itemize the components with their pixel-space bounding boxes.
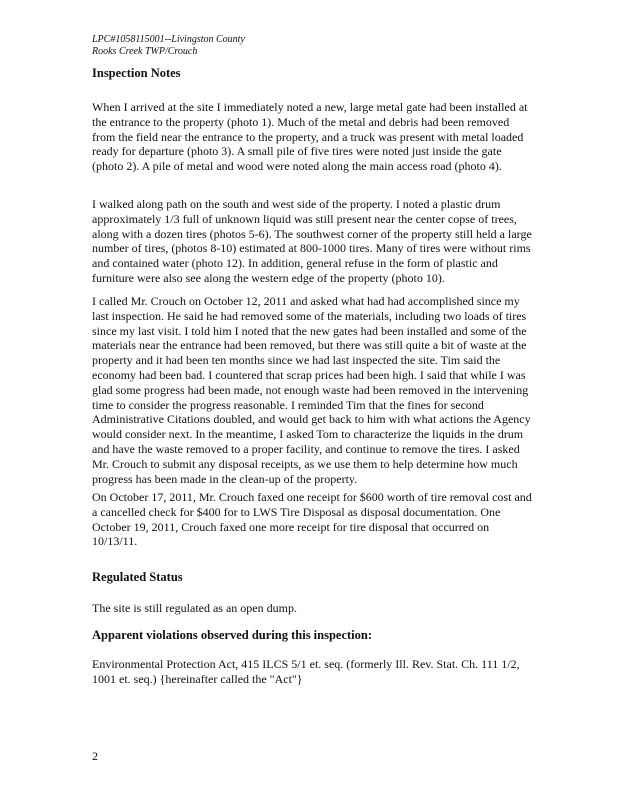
inspection-notes-heading: Inspection Notes: [92, 66, 181, 80]
violations-heading: Apparent violations observed during this inspection:: [92, 628, 373, 642]
header-case-line: LPC#1058115001--Livingston County: [92, 34, 245, 45]
paragraph-receipts: On October 17, 2011, Mr. Crouch faxed one receipt for $600 worth of tire removal cost and a cancelled check for $400 for to LWS Tire Disposal as disposal documentation. One October 19, 2011, Crouch faxed one more receipt for tire disposal that occurred on 10/13/11.: [92, 490, 532, 549]
paragraph-property-walk: I walked along path on the south and west side of the property. I noted a plastic drum approximately 1/3 full of unknown liquid was still present near the center copse of trees, along with a dozen tires (photos 5-6). The southwest corner of the property still held a large number of tires, (photos 8-10) estimated at 800-1000 tires. Many of tires were without rims and contained water (photo 12). In addition, general refuse in the form of plastic and furniture were also see along the western edge of the property (photo 10).: [92, 197, 532, 285]
paragraph-phone-call: I called Mr. Crouch on October 12, 2011 and asked what had had accomplished since my last inspection. He said he had removed some of the materials, including two loads of tires since my last visit. I told him I noted that the new gates had been installed and some of the materials near the entrance had been removed, but there was still quite a bit of waste at the property and it had been ten months since we had last inspected the site. Tim said the economy had been bad. I countered that scrap prices had been high. I said that while I was glad some progress had been made, not enough waste had been removed in the intervening time to consider the progress reasonable. I reminded Tim that the fines for second Administrative Citations doubled, and would get back to him with what actions the Agency would consider next. In the meantime, I asked Tom to characterize the liquids in the drum and have the waste removed to a proper facility, and continue to remove the tires. I asked Mr. Crouch to submit any disposal receipts, as we use them to help determine how much progress has been made in the clean-up of the property.: [92, 294, 531, 486]
paragraph-gate-observations: When I arrived at the site I immediately noted a new, large metal gate had been installed at the entrance to the property (photo 1). Much of the metal and debris had been removed from the field near the entrance to the property, and a truck was present with metal loaded ready for departure (photo 3). A small pile of five tires were noted just inside the gate (photo 2). A pile of metal and wood were noted along the main access road (photo 4).: [92, 100, 528, 174]
violations-text: Environmental Protection Act, 415 ILCS 5/1 et. seq. (formerly Ill. Rev. Stat. Ch. 111 1/2, 1001 et. seq.) {hereinafter called the "Act"}: [92, 657, 520, 686]
regulated-status-heading: Regulated Status: [92, 570, 183, 584]
header-site-line: Rooks Creek TWP/Crouch: [92, 46, 198, 57]
page-number: 2: [92, 749, 98, 763]
regulated-status-text: The site is still regulated as an open dump.: [92, 601, 297, 615]
document-header: [92, 34, 245, 58]
